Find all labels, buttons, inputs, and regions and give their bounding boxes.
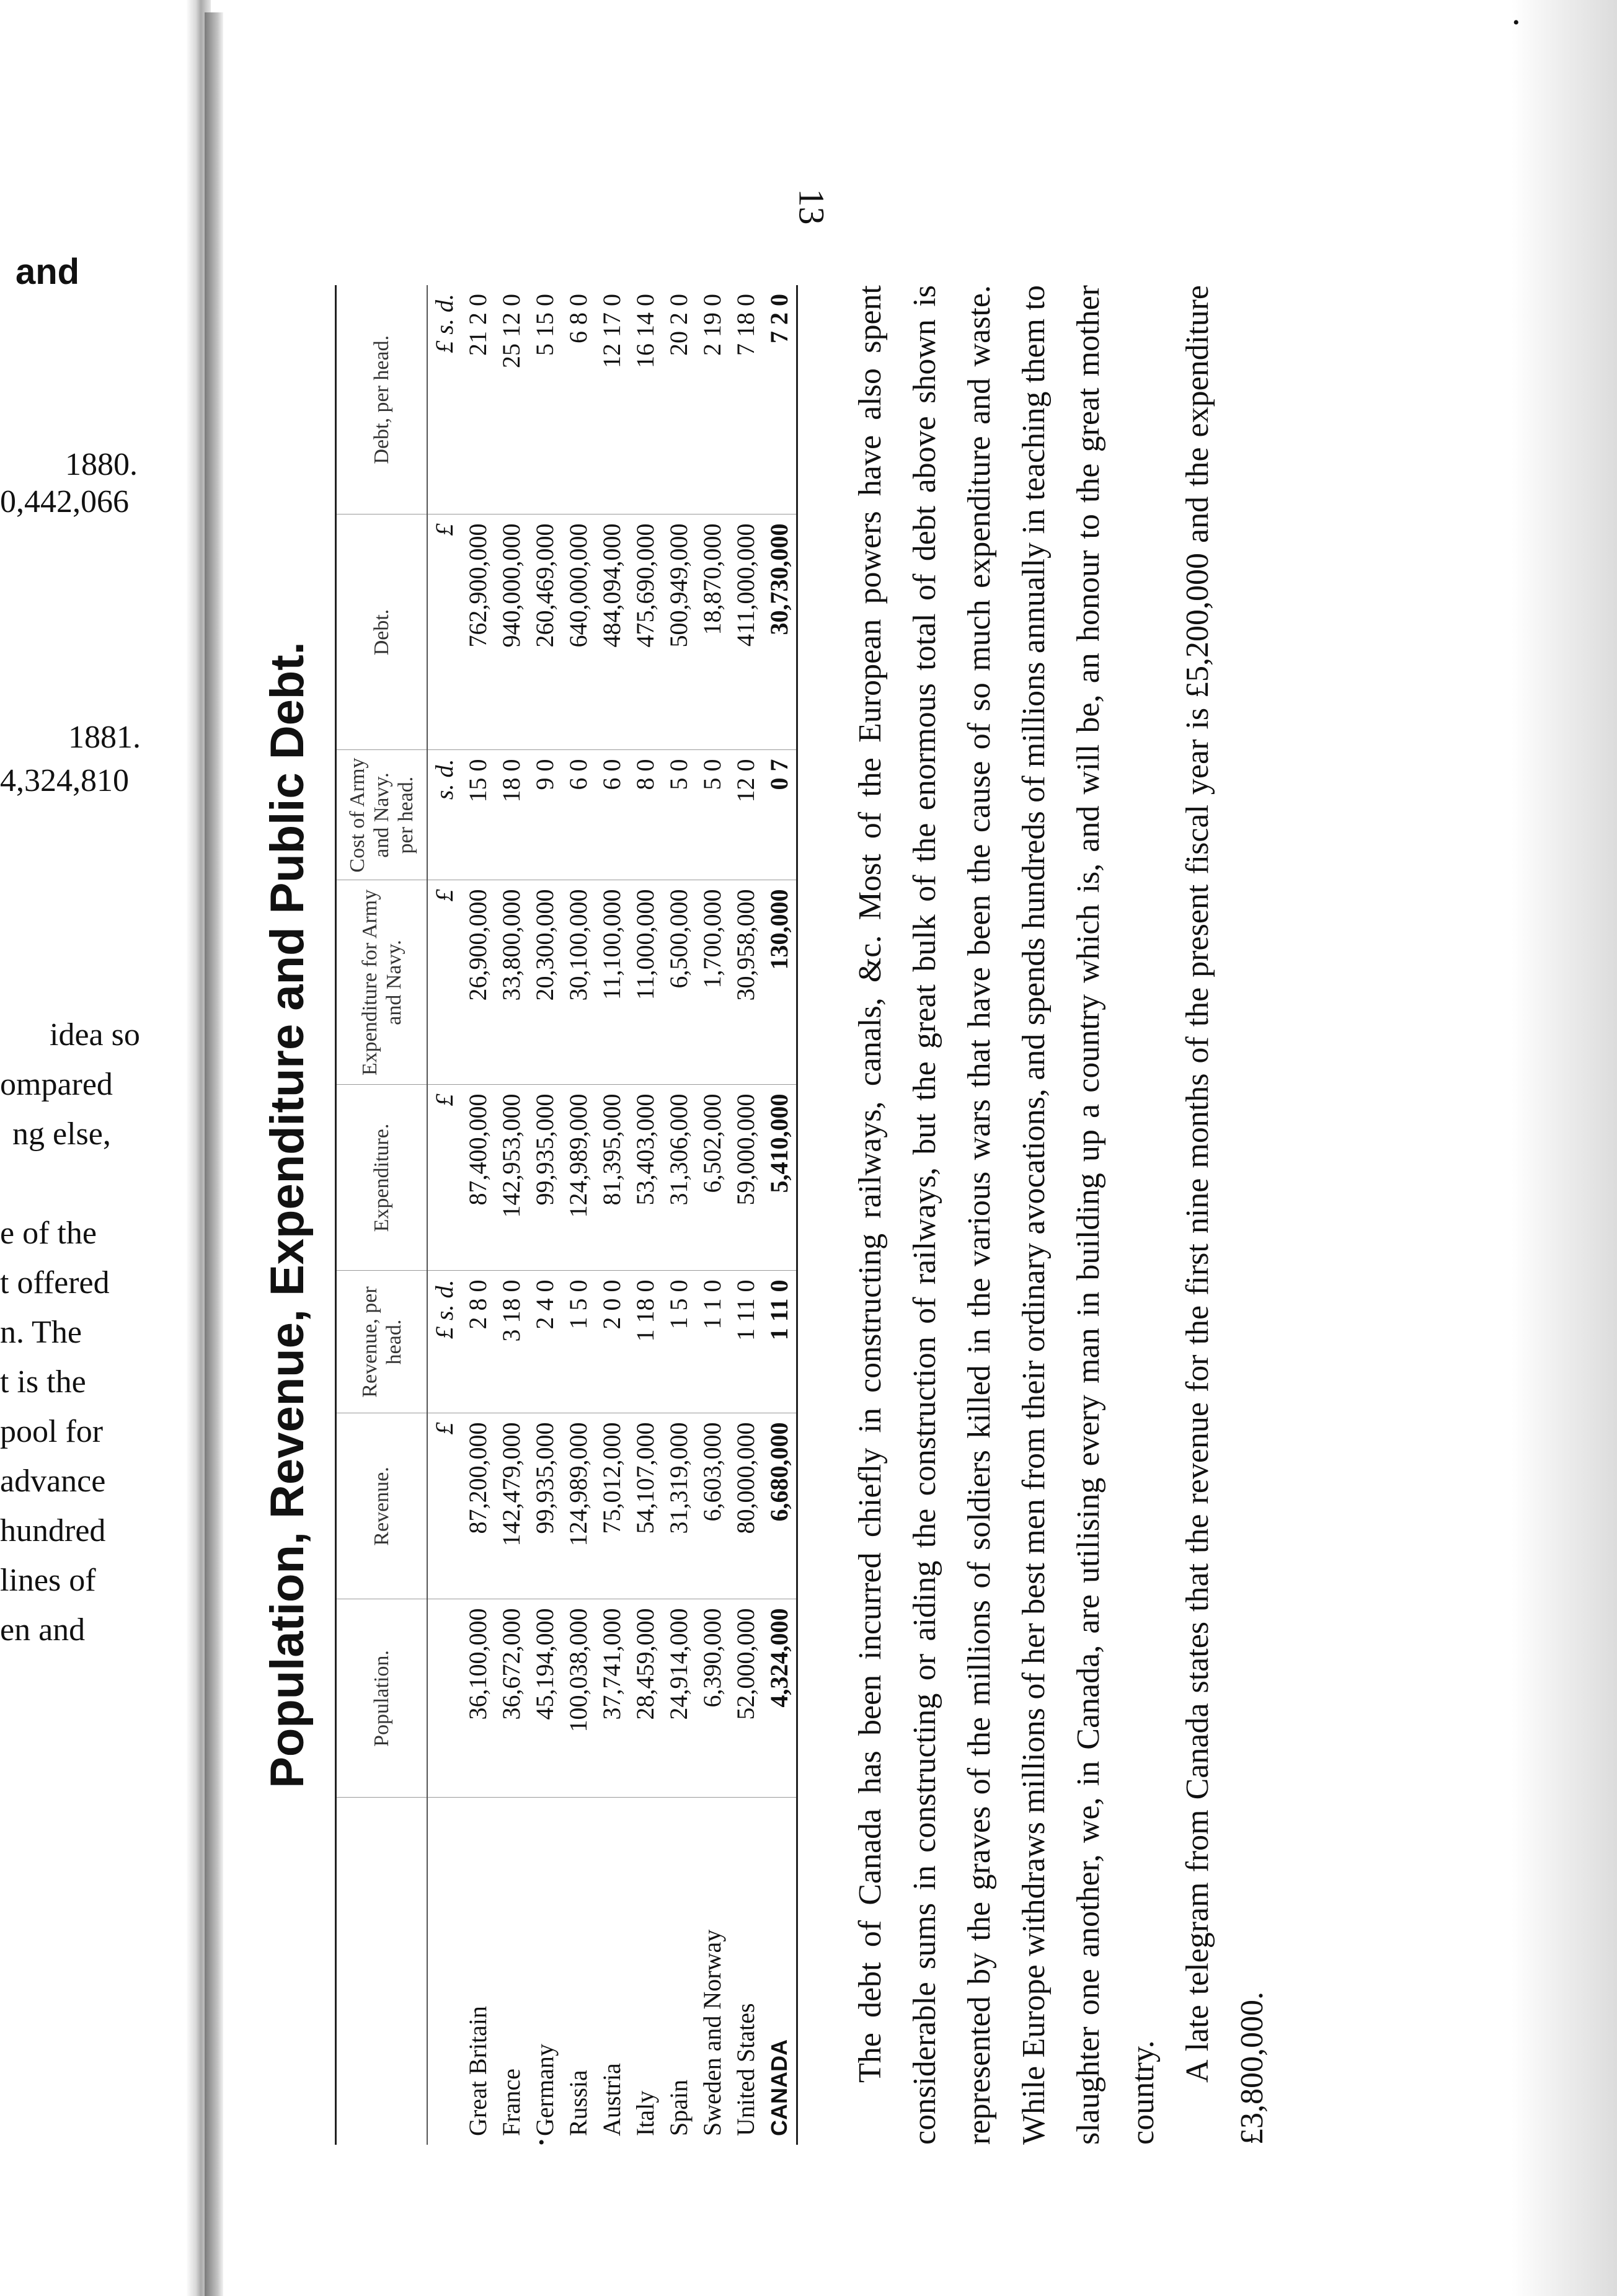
population-cell: 28,459,000 [629,1599,662,1798]
population-cell: 36,100,000 [461,1599,495,1798]
country-cell [763,1798,797,2145]
population-cell: 100,038,000 [562,1599,595,1798]
debt-cell: 500,949,000 [662,514,696,750]
expenditure-cell: 142,953,000 [495,1085,528,1271]
left-fragment: e of the [0,1216,97,1251]
revenue-cell: 99,935,000 [528,1413,562,1599]
table-row [729,285,763,2145]
debt-per-head-cell: 21 2 0 [461,285,495,514]
expenditure-cell: 6,502,000 [696,1085,729,1271]
population-cell: 36,672,000 [495,1599,528,1798]
army-navy-cell: 11,000,000 [629,880,662,1085]
country-cell [662,1798,696,2145]
debt-cell: 475,690,000 [629,514,662,750]
revenue-per-head-cell: 1 11 0 [763,1271,797,1413]
expenditure-cell: 31,306,000 [662,1085,696,1271]
expenditure-cell: 5,410,000 [763,1085,797,1271]
army-navy-cell: 1,700,000 [696,880,729,1085]
header-population: Population. [336,1599,428,1798]
expenditure-cell: 53,403,000 [629,1085,662,1271]
debt-per-head-cell: 5 15 0 [528,285,562,514]
expenditure-cell: 124,989,000 [562,1085,595,1271]
left-fragment: n. The [0,1315,82,1350]
army-navy-per-head-cell: 6 0 [562,750,595,880]
army-navy-cell: 26,900,000 [461,880,495,1085]
population-cell: 6,390,000 [696,1599,729,1798]
country-cell [629,1798,662,2145]
left-fragment: pool for [0,1414,104,1449]
country-name: Germany [531,2044,559,2136]
army-navy-cell: 11,100,000 [595,880,629,1085]
left-fragment: 1881. [68,720,141,755]
revenue-per-head-cell: 3 18 0 [495,1271,528,1413]
revenue-cell: 124,989,000 [562,1413,595,1599]
left-fragment: 4,324,810 [0,763,129,798]
table-row [595,285,629,2145]
army-navy-per-head-cell: 0 7 [763,750,797,880]
revenue-per-head-cell: 1 11 0 [729,1271,763,1413]
units-row [427,285,461,2145]
country-cell [696,1798,729,2145]
revenue-cell: 6,603,000 [696,1413,729,1599]
table-row [629,285,662,2145]
page-number: 13 [791,188,832,225]
army-navy-per-head-cell: 5 0 [696,750,729,880]
page-title: Population, Revenue, Expenditure and Public Debt. [261,642,314,1788]
country-name: France [497,2069,526,2136]
revenue-per-head-cell: 1 5 0 [662,1271,696,1413]
header-debt-per-head: Debt, per head. [336,285,428,514]
debt-cell: 18,870,000 [696,514,729,750]
debt-per-head-cell: 7 2 0 [763,285,797,514]
revenue-per-head-cell: 1 5 0 [562,1271,595,1413]
country-name: Russia [564,2070,593,2136]
revenue-cell: 31,319,000 [662,1413,696,1599]
revenue-per-head-cell: 1 1 0 [696,1271,729,1413]
unit-cell: £ [427,1413,461,1599]
unit-cell: £ [427,880,461,1085]
debt-cell: 640,000,000 [562,514,595,750]
unit-cell: £ [427,1085,461,1271]
country-cell [461,1798,495,2145]
population-cell: 37,741,000 [595,1599,629,1798]
left-fragment: lines of [0,1563,96,1598]
army-navy-cell: 20,300,000 [528,880,562,1085]
country-cell [729,1798,763,2145]
debt-cell: 940,000,000 [495,514,528,750]
revenue-cell: 87,200,000 [461,1413,495,1599]
debt-per-head-cell: 6 8 0 [562,285,595,514]
army-navy-cell: 130,000 [763,880,797,1085]
left-page-fragment [0,0,205,2296]
army-navy-per-head-cell: 12 0 [729,750,763,880]
country-name: CANADA [766,2039,792,2136]
debt-cell: 411,000,000 [729,514,763,750]
unit-cell: £ s. d. [427,285,461,514]
country-name: Austria [598,2063,626,2136]
paragraph: A late telegram from Canada states that the revenue for the first nine months of the present fiscal year is £5,200,000 and the expenditure £3,800,000. [1180,285,1270,2145]
revenue-cell: 6,680,000 [763,1413,797,1599]
rotated-page-content [260,285,1270,2145]
table-row [763,285,797,2145]
revenue-per-head-cell: 2 8 0 [461,1271,495,1413]
left-fragment: t is the [0,1364,86,1400]
debt-cell: 260,469,000 [528,514,562,750]
book-gutter [205,12,223,2296]
army-navy-per-head-cell: 5 0 [662,750,696,880]
expenditure-cell: 99,935,000 [528,1085,562,1271]
table-row [495,285,528,2145]
revenue-per-head-cell: 2 0 0 [595,1271,629,1413]
army-navy-per-head-cell: 8 0 [629,750,662,880]
left-fragment: t offered [0,1265,110,1300]
army-navy-cell: 30,958,000 [729,880,763,1085]
country-name: Spain [665,2079,693,2136]
army-navy-cell: 33,800,000 [495,880,528,1085]
table-row [562,285,595,2145]
left-fragment: advance [0,1464,106,1499]
header-revenue: Revenue. [336,1413,428,1599]
left-fragment: and [16,252,80,292]
header-debt: Debt. [336,514,428,750]
body-text [843,285,1280,2145]
left-fragment: 1880. [65,447,138,482]
country-name: United States [732,2003,760,2136]
expenditure-cell: 59,000,000 [729,1085,763,1271]
speck: • [538,2132,545,2153]
speck: • [1513,12,1520,33]
table-row [696,285,729,2145]
table-body [427,285,797,2145]
country-cell [562,1798,595,2145]
unit-cell: £ s. d. [427,1271,461,1413]
expenditure-cell: 81,395,000 [595,1085,629,1271]
army-navy-cell: 6,500,000 [662,880,696,1085]
debt-per-head-cell: 20 2 0 [662,285,696,514]
debt-per-head-cell: 16 14 0 [629,285,662,514]
table-row [461,285,495,2145]
left-fragment: ng else, [12,1116,111,1152]
army-navy-per-head-cell: 15 0 [461,750,495,880]
expenditure-cell: 87,400,000 [461,1085,495,1271]
table-header-row [336,285,428,2145]
population-cell: 24,914,000 [662,1599,696,1798]
header-army-navy: Expenditure for Army and Navy. [336,880,428,1085]
army-navy-per-head-cell: 6 0 [595,750,629,880]
table-row [662,285,696,2145]
army-navy-cell: 30,100,000 [562,880,595,1085]
debt-cell: 30,730,000 [763,514,797,750]
debt-per-head-cell: 25 12 0 [495,285,528,514]
debt-per-head-cell: 12 17 0 [595,285,629,514]
debt-cell: 484,094,000 [595,514,629,750]
revenue-per-head-cell: 2 4 0 [528,1271,562,1413]
unit-cell: s. d. [427,750,461,880]
table-row [528,285,562,2145]
paragraph: The debt of Canada has been incurred chiefly in constructing railways, canals, &c. Most of the European powers have also spent considerable sums in constructing or aiding the construction of railways, but the great bulk of the enormous total of debt above shown is represented by the graves of the millions of soldiers killed in the various wars that have been the cause of so much expenditure and waste. While Europe withdraws millions of her best men from their ordinary avocations, and spends hundreds of millions annually in teaching them to slaughter one another, we, in Canada, are utilising every man in building up a country which is, and will be, an honour to the great mother country. [853,285,1161,2145]
debt-per-head-cell: 2 19 0 [696,285,729,514]
population-cell: 4,324,000 [763,1599,797,1798]
country-name: Great Britain [464,2006,492,2136]
debt-cell: 762,900,000 [461,514,495,750]
left-fragment: en and [0,1612,86,1648]
country-cell [595,1798,629,2145]
army-navy-per-head-cell: 18 0 [495,750,528,880]
revenue-cell: 75,012,000 [595,1413,629,1599]
page-edge-right [1512,0,1617,2296]
country-cell [495,1798,528,2145]
header-army-per-head: Cost of Army and Navy. per head. [336,750,428,880]
statistics-table [335,285,804,2145]
header-revenue-per-head: Revenue, per head. [336,1271,428,1413]
header-country [336,1798,428,2145]
country-name: Italy [631,2090,660,2136]
country-cell [528,1798,562,2145]
population-cell: 45,194,000 [528,1599,562,1798]
unit-cell: £ [427,514,461,750]
revenue-per-head-cell: 1 18 0 [629,1271,662,1413]
left-fragment: 0,442,066 [0,484,129,519]
revenue-cell: 80,000,000 [729,1413,763,1599]
army-navy-per-head-cell: 9 0 [528,750,562,880]
left-fragment: idea so [50,1017,140,1053]
left-fragment: hundred [0,1513,106,1548]
revenue-cell: 142,479,000 [495,1413,528,1599]
left-fragment: ompared [0,1067,113,1102]
revenue-cell: 54,107,000 [629,1413,662,1599]
country-name: Sweden and Norway [698,1929,727,2136]
header-expenditure: Expenditure. [336,1085,428,1271]
population-cell: 52,000,000 [729,1599,763,1798]
debt-per-head-cell: 7 18 0 [729,285,763,514]
